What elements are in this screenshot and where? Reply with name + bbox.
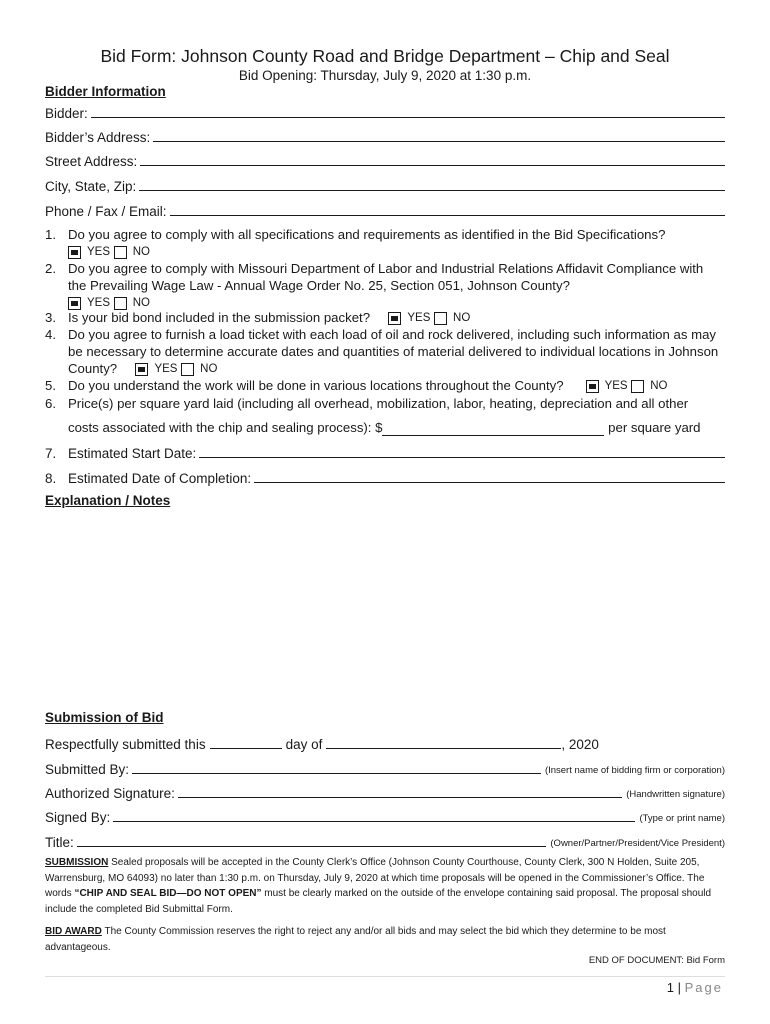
question-5-yes[interactable] bbox=[586, 378, 628, 395]
signed-by-line[interactable] bbox=[113, 821, 635, 822]
question-4-text: Do you agree to furnish a load ticket with each load of oil and rock delivered, including such information as may be necessary to determine accurate dates and quantities of material delivered to individual locations in Johnson County? bbox=[68, 327, 719, 376]
question-2 bbox=[45, 260, 725, 312]
question-8-number: 8. bbox=[45, 471, 57, 486]
question-4 bbox=[45, 326, 725, 378]
question-4-number: 4. bbox=[45, 327, 56, 342]
question-1-no[interactable] bbox=[114, 244, 150, 261]
bidder-address-line[interactable] bbox=[153, 141, 725, 142]
month-line[interactable] bbox=[326, 736, 561, 749]
day-of-label: day of bbox=[285, 737, 323, 752]
yes-label: YES bbox=[87, 297, 111, 310]
question-2-number: 2. bbox=[45, 261, 56, 276]
question-7[interactable] bbox=[45, 443, 725, 461]
question-5 bbox=[45, 377, 725, 395]
checkbox-empty-icon[interactable] bbox=[631, 380, 644, 393]
question-3-no[interactable] bbox=[434, 310, 470, 327]
end-of-document: END OF DOCUMENT: Bid Form bbox=[588, 955, 725, 966]
question-3-number: 3. bbox=[45, 310, 56, 325]
page-number-separator: | bbox=[677, 980, 681, 995]
street-address-line[interactable] bbox=[140, 165, 725, 166]
submitted-by-hint: (Insert name of bidding firm or corporation) bbox=[544, 765, 725, 776]
question-8[interactable] bbox=[45, 468, 725, 486]
question-5-number: 5. bbox=[45, 378, 56, 393]
title-field[interactable] bbox=[45, 832, 725, 850]
submitted-by-line[interactable] bbox=[132, 773, 541, 774]
bid-form-page bbox=[45, 0, 725, 1024]
no-label: NO bbox=[132, 246, 150, 259]
question-5-no[interactable] bbox=[631, 378, 667, 395]
bidder-info-heading: Bidder Information bbox=[45, 84, 166, 99]
checkbox-empty-icon[interactable] bbox=[114, 246, 127, 259]
question-2-text: Do you agree to comply with Missouri Department of Labor and Industrial Relations Affidavit Compliance with the Prevailing Wage Law - Annual Wage Order No. 25, Section 051, Johnson County? bbox=[68, 261, 704, 293]
signature-label: Authorized Signature: bbox=[45, 786, 175, 801]
page-title: Bid Form: Johnson County Road and Bridge Department – Chip and Seal bbox=[100, 46, 670, 66]
page-number bbox=[667, 980, 723, 995]
phone-fax-email-field[interactable] bbox=[45, 201, 725, 219]
question-1-text: Do you agree to comply with all specifications and requirements as identified in the Bid Specifications? bbox=[68, 227, 666, 242]
notes-heading: Explanation / Notes bbox=[45, 493, 171, 508]
bidder-field[interactable] bbox=[45, 103, 725, 121]
question-4-yes[interactable] bbox=[135, 361, 177, 378]
question-1-number: 1. bbox=[45, 227, 56, 242]
signature-line[interactable] bbox=[178, 797, 622, 798]
completion-date-line[interactable] bbox=[254, 482, 725, 483]
question-1 bbox=[45, 226, 725, 262]
footer-divider bbox=[45, 976, 725, 977]
city-state-zip-line[interactable] bbox=[139, 190, 725, 191]
checkbox-empty-icon[interactable] bbox=[434, 312, 447, 325]
question-6-suffix: per square yard bbox=[608, 420, 701, 435]
signed-by-hint: (Type or print name) bbox=[639, 813, 725, 824]
phone-fax-email-line[interactable] bbox=[170, 215, 725, 216]
question-1-yes[interactable] bbox=[68, 244, 110, 261]
title-label: Title: bbox=[45, 835, 74, 850]
street-address-label: Street Address: bbox=[45, 154, 138, 169]
question-7-label: Estimated Start Date: bbox=[68, 446, 197, 461]
yes-label: YES bbox=[87, 246, 111, 259]
submitted-by-label: Submitted By: bbox=[45, 762, 130, 777]
question-6 bbox=[45, 395, 725, 413]
question-4-no[interactable] bbox=[181, 361, 217, 378]
street-address-field[interactable] bbox=[45, 151, 725, 169]
page-number-word: Page bbox=[684, 980, 723, 995]
bidder-address-label: Bidder’s Address: bbox=[45, 130, 151, 145]
question-6-number: 6. bbox=[45, 396, 56, 411]
submission-note-label: SUBMISSION bbox=[45, 857, 109, 868]
checkbox-checked-icon[interactable] bbox=[388, 312, 401, 325]
page-number-value: 1 bbox=[666, 980, 674, 995]
yes-label: YES bbox=[604, 380, 628, 393]
submission-note-bold: “CHIP AND SEAL BID—DO NOT OPEN” bbox=[74, 888, 262, 899]
checkbox-checked-icon[interactable] bbox=[586, 380, 599, 393]
question-3-text: Is your bid bond included in the submission packet? bbox=[68, 310, 371, 325]
question-6-text: Price(s) per square yard laid (including all overhead, mobilization, labor, heating, depreciation and all other bbox=[68, 396, 689, 411]
question-8-label: Estimated Date of Completion: bbox=[68, 471, 252, 486]
city-state-zip-field[interactable] bbox=[45, 176, 725, 194]
award-note-text: The County Commission reserves the right to reject any and/or all bids and may select the bid which they determine to be most advantageous. bbox=[45, 926, 666, 953]
question-3 bbox=[45, 309, 725, 327]
price-line[interactable] bbox=[382, 423, 604, 436]
city-state-zip-label: City, State, Zip: bbox=[45, 179, 137, 194]
no-label: NO bbox=[650, 380, 668, 393]
start-date-line[interactable] bbox=[199, 457, 725, 458]
year-label: , 2020 bbox=[561, 737, 599, 752]
bidder-address-field[interactable] bbox=[45, 127, 725, 145]
signature-hint: (Handwritten signature) bbox=[626, 789, 725, 800]
no-label: NO bbox=[453, 312, 471, 325]
checkbox-checked-icon[interactable] bbox=[135, 363, 148, 376]
signed-by-label: Signed By: bbox=[45, 810, 111, 825]
yes-label: YES bbox=[407, 312, 431, 325]
title-line[interactable] bbox=[77, 846, 547, 847]
no-label: NO bbox=[132, 297, 150, 310]
award-note bbox=[45, 924, 725, 955]
award-note-label: BID AWARD bbox=[45, 926, 102, 937]
submitted-by-field[interactable] bbox=[45, 759, 725, 777]
page-subtitle: Bid Opening: Thursday, July 9, 2020 at 1:30 p.m. bbox=[238, 68, 532, 83]
question-6-text-2: costs associated with the chip and sealing process): $ bbox=[68, 420, 383, 435]
question-6-price-row bbox=[45, 419, 725, 437]
submission-note-text-2: must be clearly marked on the outside of the envelope containing said proposal. The proposal should include the completed Bid Submittal Form. bbox=[45, 888, 712, 915]
respectfully-label: Respectfully submitted this bbox=[45, 737, 206, 752]
day-line[interactable] bbox=[210, 736, 282, 749]
bidder-label: Bidder: bbox=[45, 106, 88, 121]
phone-fax-email-label: Phone / Fax / Email: bbox=[45, 204, 167, 219]
checkbox-checked-icon[interactable] bbox=[68, 246, 81, 259]
yes-label: YES bbox=[154, 363, 178, 376]
question-5-text: Do you understand the work will be done in various locations throughout the County? bbox=[68, 378, 564, 393]
signed-by-field[interactable] bbox=[45, 807, 725, 825]
submission-heading: Submission of Bid bbox=[45, 710, 164, 725]
checkbox-empty-icon[interactable] bbox=[181, 363, 194, 376]
submission-note-text-1: Sealed proposals will be accepted in the County Clerk’s Office (Johnson County Courthouse, County Clerk, 300 N Holden, Suite 205, Warrensburg, MO 64093) no later than 1:30 p.m. on Thursday, July 9, 2020 at which time proposals will be opened in the Commissioner’s Office. The words bbox=[45, 857, 705, 899]
submission-note bbox=[45, 855, 725, 917]
bidder-line[interactable] bbox=[91, 117, 725, 118]
no-label: NO bbox=[200, 363, 218, 376]
title-hint: (Owner/Partner/President/Vice President) bbox=[550, 838, 725, 849]
question-3-yes[interactable] bbox=[388, 310, 430, 327]
signature-field[interactable] bbox=[45, 783, 725, 801]
question-7-number: 7. bbox=[45, 446, 57, 461]
respectfully-submitted-row[interactable] bbox=[45, 734, 725, 752]
